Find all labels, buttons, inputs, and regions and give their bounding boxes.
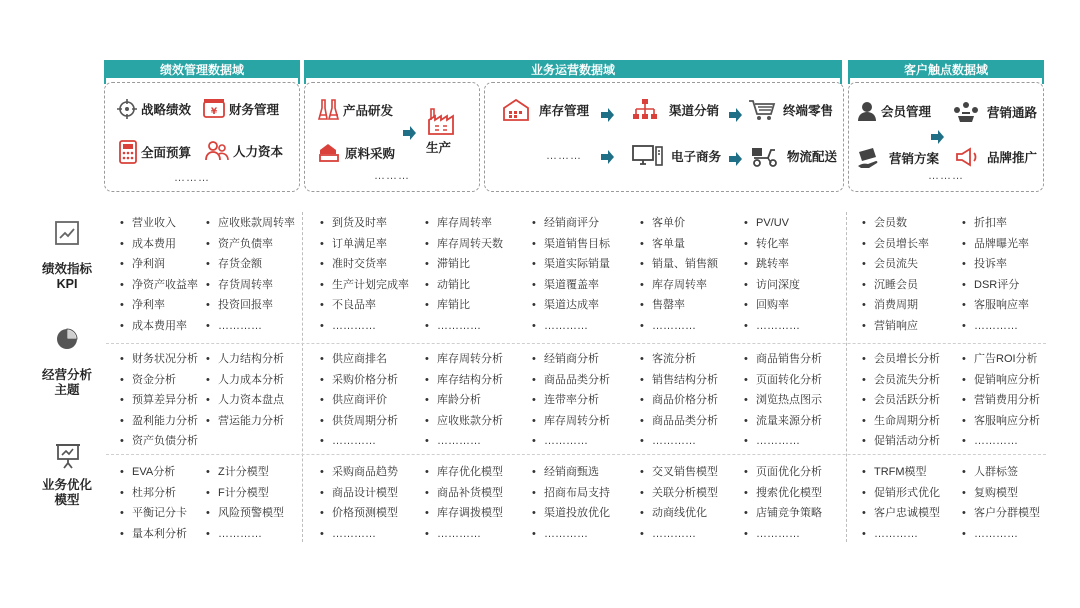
column-divider	[302, 212, 303, 542]
metric-item: • 商品设计模型	[320, 483, 398, 504]
metric-list-kpi	[640, 213, 718, 336]
metric-item: • 渠道实际销量	[532, 254, 610, 275]
item-budget-label: 全面预算	[141, 146, 192, 160]
metric-item: • 到货及时率	[320, 213, 409, 234]
metric-item: • 渠道销售目标	[532, 234, 610, 255]
metric-item: • 访问深度	[744, 275, 800, 296]
metric-list-model	[120, 462, 187, 544]
item-channel-label: 营销通路	[987, 106, 1038, 120]
metric-item: • 会员流失	[862, 254, 929, 275]
metric-item: • TRFM模型	[862, 462, 940, 483]
domain-header-customer: 客户触点数据域	[848, 60, 1044, 78]
item-strategy-label: 战略绩效	[141, 103, 192, 117]
metric-item: • 客户分群模型	[962, 503, 1040, 524]
metric-item: • 库存优化模型	[425, 462, 503, 483]
item-finance	[202, 98, 279, 120]
metric-list-kpi	[744, 213, 800, 336]
item-factory	[426, 106, 461, 156]
item-brand	[954, 146, 1037, 168]
metric-item: • 杜邦分析	[120, 483, 187, 504]
metric-item: • 资产负债率	[206, 234, 295, 255]
metric-list-kpi	[120, 213, 198, 336]
metric-item: • …………	[320, 316, 409, 337]
metric-item: • 会员增长分析	[862, 349, 940, 370]
metric-item: • 连带率分析	[532, 390, 610, 411]
metric-item: • 促销形式优化	[862, 483, 940, 504]
cart-box-icon	[318, 142, 342, 164]
metric-item: • 广告ROI分析	[962, 349, 1040, 370]
metric-item: • PV/UV	[744, 213, 800, 234]
metric-item: • 商品销售分析	[744, 349, 822, 370]
item-hr-label: 人力资本	[233, 145, 284, 159]
metric-item: • 库存周转天数	[425, 234, 503, 255]
metric-item: • 人力资本盘点	[206, 390, 284, 411]
metric-item: • 供货周期分析	[320, 411, 398, 432]
metric-item: • 应收账款周转率	[206, 213, 295, 234]
metric-item: • 促销活动分析	[862, 431, 940, 452]
item-campaign-label: 营销方案	[889, 152, 940, 166]
metric-list-analysis	[425, 349, 503, 452]
metric-item: • …………	[744, 431, 822, 452]
flask-icon	[318, 98, 340, 122]
metric-item: • 流量来源分析	[744, 411, 822, 432]
metric-item: • 净利率	[120, 295, 198, 316]
yen-register-icon	[202, 98, 226, 120]
item-campaign	[856, 146, 939, 170]
metric-item: • 渠道投放优化	[532, 503, 610, 524]
arrow-right-icon	[728, 152, 742, 166]
metric-list-model	[744, 462, 822, 544]
metric-item: • 库销比	[425, 295, 503, 316]
item-budget	[118, 140, 191, 164]
metric-item: • 营销费用分析	[962, 390, 1040, 411]
metric-item: • 库存周转分析	[532, 411, 610, 432]
metric-item: • 人群标签	[962, 462, 1040, 483]
metric-list-analysis	[962, 349, 1040, 452]
metric-item: • 转化率	[744, 234, 800, 255]
row-label-kpi-line2: KPI	[56, 277, 78, 291]
metric-item: • 资金分析	[120, 370, 198, 391]
item-retail	[748, 98, 833, 122]
supply-more: ………	[546, 150, 582, 162]
metric-item: • 销售结构分析	[640, 370, 718, 391]
item-distribution-label: 渠道分销	[669, 104, 720, 118]
row-label-model	[22, 478, 112, 508]
metric-item: • 会员流失分析	[862, 370, 940, 391]
item-inventory-label: 库存管理	[539, 104, 590, 118]
metric-item: • 采购价格分析	[320, 370, 398, 391]
metric-item: • 沉睡会员	[862, 275, 929, 296]
metric-item: • 库存结构分析	[425, 370, 503, 391]
metric-item: • 商品品类分析	[640, 411, 718, 432]
metric-item: • 折扣率	[962, 213, 1029, 234]
metric-item: • 动商线优化	[640, 503, 718, 524]
metric-item: • 风险预警模型	[206, 503, 284, 524]
computer-icon	[632, 144, 664, 168]
domain-header-operations: 业务运营数据域	[304, 60, 842, 78]
metric-item: • Z计分模型	[206, 462, 284, 483]
metric-item: • 浏览热点图示	[744, 390, 822, 411]
metric-list-analysis	[640, 349, 718, 452]
metric-item: • 会员数	[862, 213, 929, 234]
metric-item: • 会员活跃分析	[862, 390, 940, 411]
metric-item: • 营运能力分析	[206, 411, 284, 432]
metric-item: • 库存调拨模型	[425, 503, 503, 524]
metric-item: • …………	[425, 524, 503, 545]
metric-list-analysis	[320, 349, 398, 452]
metric-item: • 预算差异分析	[120, 390, 198, 411]
crosshair-icon	[116, 98, 138, 120]
arrow-right-icon	[600, 108, 614, 122]
metric-item: • 量本利分析	[120, 524, 187, 545]
ticket-hand-icon	[856, 146, 882, 170]
item-rnd	[318, 98, 393, 122]
metric-item: • …………	[862, 524, 940, 545]
metric-item: • 成本费用率	[120, 316, 198, 337]
metric-item: • 消费周期	[862, 295, 929, 316]
metric-list-analysis	[862, 349, 940, 452]
metric-item: • …………	[425, 316, 503, 337]
metric-item: • 财务状况分析	[120, 349, 198, 370]
item-purchase-label: 原料采购	[345, 147, 396, 161]
metric-item: • 关联分析模型	[640, 483, 718, 504]
factory-icon	[426, 106, 458, 136]
metric-list-kpi	[962, 213, 1029, 336]
metric-item: • …………	[320, 431, 398, 452]
metric-item: • 生产计划完成率	[320, 275, 409, 296]
metric-item: • 客单量	[640, 234, 718, 255]
metric-item: • 平衡记分卡	[120, 503, 187, 524]
production-more: ………	[374, 170, 410, 182]
item-purchase	[318, 142, 395, 164]
megaphone-icon	[954, 146, 980, 168]
metric-item: • 搜索优化模型	[744, 483, 822, 504]
metric-item: • 盈利能力分析	[120, 411, 198, 432]
row-label-kpi	[22, 262, 112, 292]
row-divider	[106, 454, 1046, 455]
metric-list-kpi	[425, 213, 503, 336]
customer-more: ………	[928, 170, 964, 182]
metric-item: • 经销商分析	[532, 349, 610, 370]
metric-item: • …………	[532, 316, 610, 337]
metric-item: • …………	[640, 431, 718, 452]
row-label-analysis-line1: 经营分析	[41, 368, 92, 382]
warehouse-icon	[502, 98, 530, 122]
metric-item: • 净利润	[120, 254, 198, 275]
metric-item: • 成本费用	[120, 234, 198, 255]
metric-item: • …………	[744, 316, 800, 337]
metric-item: • 准时交货率	[320, 254, 409, 275]
metric-item: • 销量、销售额	[640, 254, 718, 275]
metric-list-kpi	[532, 213, 610, 336]
metric-item: • 价格预测模型	[320, 503, 398, 524]
user-icon	[856, 100, 878, 122]
metric-item: • 客流分析	[640, 349, 718, 370]
metric-item: • 库存周转分析	[425, 349, 503, 370]
metric-item: • DSR评分	[962, 275, 1029, 296]
metric-item: • 页面转化分析	[744, 370, 822, 391]
metric-item: • …………	[962, 431, 1040, 452]
metric-item: • 店铺竞争策略	[744, 503, 822, 524]
metric-item: • 品牌曝光率	[962, 234, 1029, 255]
delivery-scooter-icon	[750, 144, 780, 168]
pie-chart-icon	[54, 326, 80, 352]
metric-list-kpi	[320, 213, 409, 336]
metric-item: • 净资产收益率	[120, 275, 198, 296]
metric-item: • 会员增长率	[862, 234, 929, 255]
header-tick	[298, 78, 300, 84]
metric-item: • 客服响应率	[962, 295, 1029, 316]
row-divider	[106, 343, 1046, 344]
metric-list-model	[425, 462, 503, 544]
org-tree-icon	[632, 98, 658, 122]
metric-item: • 复购模型	[962, 483, 1040, 504]
row-label-analysis	[22, 368, 112, 398]
metric-item: • 供应商评价	[320, 390, 398, 411]
domain-header-performance: 绩效管理数据域	[104, 60, 300, 78]
item-channel	[952, 100, 1037, 124]
metric-item: • 渠道覆盖率	[532, 275, 610, 296]
item-logistics-label: 物流配送	[787, 150, 838, 164]
metric-item: • 订单满足率	[320, 234, 409, 255]
metric-item: • 库龄分析	[425, 390, 503, 411]
metric-item: • 营销响应	[862, 316, 929, 337]
metric-item: • 采购商品趋势	[320, 462, 398, 483]
people-icon	[204, 140, 230, 162]
column-divider	[846, 212, 847, 542]
metric-item: • …………	[532, 524, 610, 545]
metric-item: • …………	[640, 316, 718, 337]
line-chart-icon	[54, 220, 80, 246]
item-logistics	[750, 144, 837, 168]
metric-list-kpi	[206, 213, 295, 336]
metric-item: • 动销比	[425, 275, 503, 296]
metric-item: • 跳转率	[744, 254, 800, 275]
arrow-right-icon	[930, 130, 944, 144]
metric-list-analysis	[120, 349, 198, 452]
metric-item: • 回购率	[744, 295, 800, 316]
performance-more: ………	[174, 172, 210, 184]
metric-item: • 滞销比	[425, 254, 503, 275]
metric-item: • 商品补货模型	[425, 483, 503, 504]
metric-item: • 交叉销售模型	[640, 462, 718, 483]
item-finance-label: 财务管理	[229, 103, 280, 117]
row-label-model-line2: 模型	[54, 493, 80, 507]
calculator-icon	[118, 140, 138, 164]
item-brand-label: 品牌推广	[987, 151, 1038, 165]
metric-item: • …………	[206, 524, 284, 545]
metric-item: • 客单价	[640, 213, 718, 234]
metric-item: • …………	[962, 316, 1029, 337]
metric-list-model	[206, 462, 284, 544]
item-inventory	[502, 98, 589, 122]
row-label-analysis-line2: 主题	[54, 383, 80, 397]
metric-item: • 页面优化分析	[744, 462, 822, 483]
meeting-icon	[952, 100, 980, 124]
metric-item: • …………	[206, 316, 295, 337]
item-distribution	[632, 98, 719, 122]
metric-item: • 投诉率	[962, 254, 1029, 275]
metric-list-analysis	[206, 349, 284, 431]
metric-list-analysis	[532, 349, 610, 452]
metric-item: • 商品品类分析	[532, 370, 610, 391]
metric-item: • 生命周期分析	[862, 411, 940, 432]
item-strategy	[116, 98, 191, 120]
item-rnd-label: 产品研发	[343, 104, 394, 118]
metric-list-model	[640, 462, 718, 544]
metric-item: • 促销响应分析	[962, 370, 1040, 391]
svg-text:¥: ¥	[210, 107, 218, 117]
metric-item: • 客户忠诚模型	[862, 503, 940, 524]
metric-item: • F计分模型	[206, 483, 284, 504]
metric-item: • 库存周转率	[425, 213, 503, 234]
row-label-kpi-line1: 绩效指标	[41, 262, 92, 276]
metric-item: • 供应商排名	[320, 349, 398, 370]
metric-item: • 商品价格分析	[640, 390, 718, 411]
metric-item: • …………	[425, 431, 503, 452]
metric-item: • …………	[532, 431, 610, 452]
metric-item: • 渠道达成率	[532, 295, 610, 316]
metric-item: • EVA分析	[120, 462, 187, 483]
metric-list-kpi	[862, 213, 929, 336]
item-member-label: 会员管理	[881, 105, 932, 119]
metric-item: • 经销商评分	[532, 213, 610, 234]
arrow-right-icon	[728, 108, 742, 122]
metric-item: • 经销商甄选	[532, 462, 610, 483]
metric-list-model	[320, 462, 398, 544]
metric-item: • 存货金额	[206, 254, 295, 275]
metric-item: • …………	[320, 524, 398, 545]
metric-item: • 客服响应分析	[962, 411, 1040, 432]
metric-item: • 售罄率	[640, 295, 718, 316]
metric-item: • 库存周转率	[640, 275, 718, 296]
metric-list-analysis	[744, 349, 822, 452]
metric-item: • 不良品率	[320, 295, 409, 316]
metric-item: • 应收账款分析	[425, 411, 503, 432]
metric-item: • 人力成本分析	[206, 370, 284, 391]
arrow-right-icon	[402, 126, 416, 140]
row-label-model-line1: 业务优化	[41, 478, 92, 492]
header-tick	[1042, 78, 1044, 84]
metric-item: • 招商布局支持	[532, 483, 610, 504]
metric-item: • 人力结构分析	[206, 349, 284, 370]
metric-item: • 投资回报率	[206, 295, 295, 316]
metric-item: • 营业收入	[120, 213, 198, 234]
metric-item: • 存货周转率	[206, 275, 295, 296]
item-ecommerce	[632, 144, 721, 168]
metric-list-model	[962, 462, 1040, 544]
metric-list-model	[532, 462, 610, 544]
metric-item: • …………	[962, 524, 1040, 545]
metric-item: • …………	[744, 524, 822, 545]
item-ecommerce-label: 电子商务	[671, 150, 722, 164]
metric-list-model	[862, 462, 940, 544]
item-member	[856, 100, 931, 122]
item-hr	[204, 140, 283, 162]
item-retail-label: 终端零售	[783, 104, 834, 118]
shopping-cart-icon	[748, 98, 776, 122]
arrow-right-icon	[600, 150, 614, 164]
metric-item: • …………	[640, 524, 718, 545]
metric-item: • 资产负债分析	[120, 431, 198, 452]
presentation-board-icon	[54, 442, 82, 470]
item-factory-label: 生产	[426, 141, 452, 155]
